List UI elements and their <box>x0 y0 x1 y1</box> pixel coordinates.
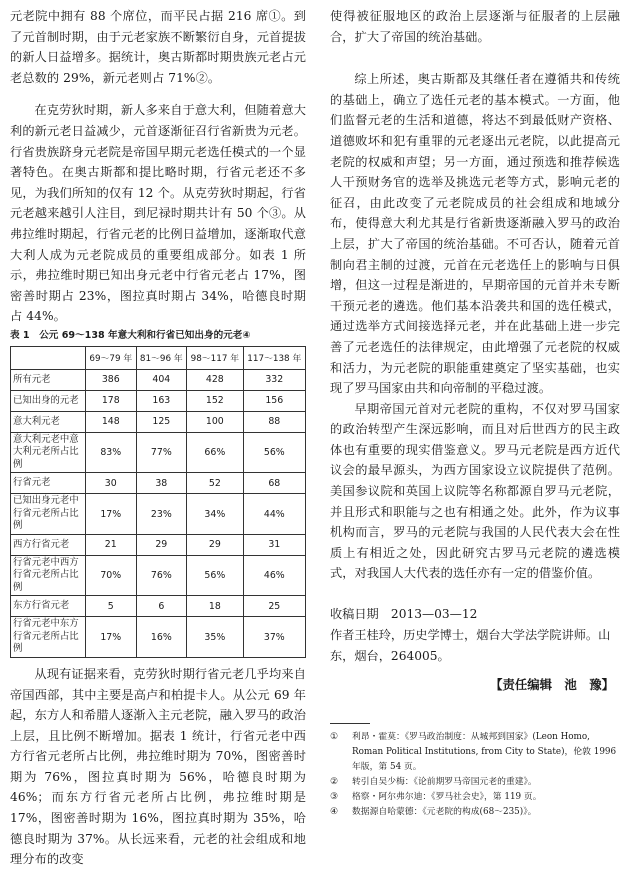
author-info: 作者王桂玲，历史学博士，烟台大学法学院讲师。山东，烟台，264005。 <box>330 628 611 664</box>
table-cell: 66% <box>187 432 243 473</box>
row-label: 所有元老 <box>11 369 86 390</box>
table-title: 表 1 公元 69～138 年意大利和行省已知出身的元老④ <box>10 329 251 341</box>
table-cell: 163 <box>136 390 187 411</box>
table-cell: 18 <box>187 596 243 617</box>
received-date: 收稿日期 2013—03—12 <box>330 607 478 622</box>
table-cell: 44% <box>243 494 305 535</box>
table-cell: 23% <box>136 494 187 535</box>
row-label: 行省元老 <box>11 473 86 494</box>
right-column <box>330 6 620 820</box>
row-label: 已知出身元老中行省元老所占比例 <box>11 494 86 535</box>
table-cell: 56% <box>187 555 243 596</box>
table-row <box>11 432 306 473</box>
table-row <box>11 390 306 411</box>
table-row <box>11 534 306 555</box>
table-cell: 37% <box>243 617 305 658</box>
table-header-corner <box>11 346 86 369</box>
body-paragraph: 元老院中拥有 88 个席位，而平民占据 216 席①。到了元首制时期，由于元老家族不断繁衍自身，元首提拔的新人日益增多。据统计，奥古斯都时期贵族元老占元老总数的 29%，新元老则占 71%②。 <box>10 9 306 85</box>
footnote-mark: ② <box>330 777 338 788</box>
table-cell: 34% <box>187 494 243 535</box>
table-cell: 70% <box>86 555 137 596</box>
footnote <box>330 775 620 790</box>
table-cell: 148 <box>86 411 137 432</box>
row-label: 行省元老中东方行省元老所占比例 <box>11 617 86 658</box>
table-cell: 56% <box>243 432 305 473</box>
table-cell: 77% <box>136 432 187 473</box>
table-cell: 21 <box>86 534 137 555</box>
table-cell: 428 <box>187 369 243 390</box>
table-row <box>11 555 306 596</box>
row-label: 东方行省元老 <box>11 596 86 617</box>
table-cell: 68 <box>243 473 305 494</box>
table-cell: 17% <box>86 617 137 658</box>
table-cell: 100 <box>187 411 243 432</box>
table-row <box>11 494 306 535</box>
senator-origin-table <box>10 346 306 658</box>
table-cell: 386 <box>86 369 137 390</box>
table-cell: 83% <box>86 432 137 473</box>
footnote <box>330 730 620 775</box>
body-paragraph: 从现有证据来看，克劳狄时期行省元老几乎均来自帝国西部，其中主要是高卢和柏提卡人。从公元 69 年起，东方人和希腊人逐渐入主元老院，融入罗马的政治上层，且比例不断增加。据表 1 统计，行省元老中西方行省元老所占比例，弗拉维时期为 70%，图密善时期为 76%，图拉真时期为 56%，哈德良时期为 46%；而东方行省元老所占比例，弗拉维时期是 17%，图密善时期为 16%，图拉真时期为 35%，哈德良时期为 37%。从长远来看，元老的社会组成和地理分布的改变 <box>10 666 306 867</box>
table-cell: 152 <box>187 390 243 411</box>
footnote-text: 格察・阿尔弗尔迪：《罗马社会史》，第 119 页。 <box>352 792 542 803</box>
table-cell: 6 <box>136 596 187 617</box>
table-row <box>11 596 306 617</box>
footnote <box>330 790 620 805</box>
table-row <box>11 369 306 390</box>
row-label: 已知出身的元老 <box>11 390 86 411</box>
left-column <box>10 6 306 870</box>
table-cell: 88 <box>243 411 305 432</box>
column-header: 98～117 年 <box>187 346 243 369</box>
table-cell: 35% <box>187 617 243 658</box>
column-header: 81～96 年 <box>136 346 187 369</box>
table-cell: 29 <box>187 534 243 555</box>
footnotes <box>330 730 620 820</box>
table-cell: 156 <box>243 390 305 411</box>
table-cell: 31 <box>243 534 305 555</box>
body-paragraph: 综上所述，奥古斯都及其继任者在遵循共和传统的基础上，确立了选任元老的基本模式。一方面，他们监督元老的生活和道德，将达不到最低财产资格、道德败坏和犯有重罪的元老逐出元老院，以此提高元老院的权威和声望；另一方面，通过预选和推荐候选人干预财务官的选举及挑选元老等方式，影响元老的征召，由此改变了元老院成员的社会组成和地域分布，使得意大利尤其是行省新贵逐渐融入罗马的政治上层，扩大了帝国的统治基础。不可否认，随着元首制向君主制的过渡，元首在元老选任上的影响与日俱增，但这一过程是渐进的，早期帝国的元首并未专断干预元老的遴选。他们基本沿袭共和国的选任模式，通过选举方式间接选择元老，并在此基础上进一步完善了元老选任的法律规定，由此增强了元老院的权威和活力，为元老院的职能重建奠定了坚实基础，也实现了罗马国家由共和向帝制的平稳过渡。 <box>330 72 620 396</box>
table-cell: 178 <box>86 390 137 411</box>
table-cell: 46% <box>243 555 305 596</box>
footnote-mark: ④ <box>330 807 338 818</box>
footnote-text: 利昂・霍莫：《罗马政治制度：从城邦到国家》(Leon Homo, Roman Political Institutions, from City to State)，伦敦 1996 年版，第 54 页。 <box>352 732 617 773</box>
table-cell: 5 <box>86 596 137 617</box>
table-cell: 332 <box>243 369 305 390</box>
footnote-mark: ① <box>330 732 338 743</box>
row-label: 意大利元老 <box>11 411 86 432</box>
table-cell: 125 <box>136 411 187 432</box>
table-cell: 17% <box>86 494 137 535</box>
table-cell: 29 <box>136 534 187 555</box>
responsible-editor: 【责任编辑 池 豫】 <box>490 677 614 693</box>
column-header: 69～79 年 <box>86 346 137 369</box>
table-row <box>11 411 306 432</box>
footnote-text: 转引自吴少梅：《论前期罗马帝国元老的重建》。 <box>352 777 537 788</box>
table-cell: 25 <box>243 596 305 617</box>
table-cell: 404 <box>136 369 187 390</box>
row-label: 行省元老中西方行省元老所占比例 <box>11 555 86 596</box>
body-paragraph: 在克劳狄时期，新人多来自于意大利，但随着意大利的新元老日益减少，元首逐渐征召行省新贵为元老。行省贵族跻身元老院是帝国早期元老选任模式的一个显著特色。在奥古斯都和提比略时期，行省元老还不多见，为我们所知的仅有 12 个。从克劳狄时期起，行省元老越来越引人注目，到尼禄时期共计有 50 个③。从弗拉维时期起，行省元老的比例日益增加，逐渐取代意大利人成为元老院成员的重要组成部分。如表 1 所示，弗拉维时期已知出身元老中行省元老占 17%，图密善时期占 23%，图拉真时期占 34%，哈德良时期占 44%。 <box>10 103 306 324</box>
table-cell: 16% <box>136 617 187 658</box>
footnote <box>330 805 620 820</box>
row-label: 意大利元老中意大利元老所占比例 <box>11 432 86 473</box>
table-cell: 30 <box>86 473 137 494</box>
body-paragraph: 使得被征服地区的政治上层逐渐与征服者的上层融合，扩大了帝国的统治基础。 <box>330 9 620 44</box>
table-header-row <box>11 346 306 369</box>
row-label: 西方行省元老 <box>11 534 86 555</box>
column-header: 117～138 年 <box>243 346 305 369</box>
table-row <box>11 617 306 658</box>
table-cell: 52 <box>187 473 243 494</box>
footnote-text: 数据源自哈蒙德：《元老院的构成(68～235)》。 <box>352 807 537 818</box>
table-row <box>11 473 306 494</box>
footnote-divider <box>330 723 370 724</box>
table-cell: 38 <box>136 473 187 494</box>
body-paragraph: 早期帝国元首对元老院的重构，不仅对罗马国家的政治转型产生深远影响，而且对后世西方的民主政体也有重要的现实借鉴意义。罗马元老院是西方近代议会的最早源头，为西方国家设立议院提供了范例。美国参议院和英国上议院等名称都源自罗马元老院，并且形式和职能与之也有相通之处。此外，作为议事机构而言，罗马的元老院与我国的人民代表大会在性质上有相近之处，因此研究古罗马元老院的遴选模式，对我国人大代表的选任亦有一定的借鉴价值。 <box>330 401 620 581</box>
table-cell: 76% <box>136 555 187 596</box>
footnote-mark: ③ <box>330 792 338 803</box>
